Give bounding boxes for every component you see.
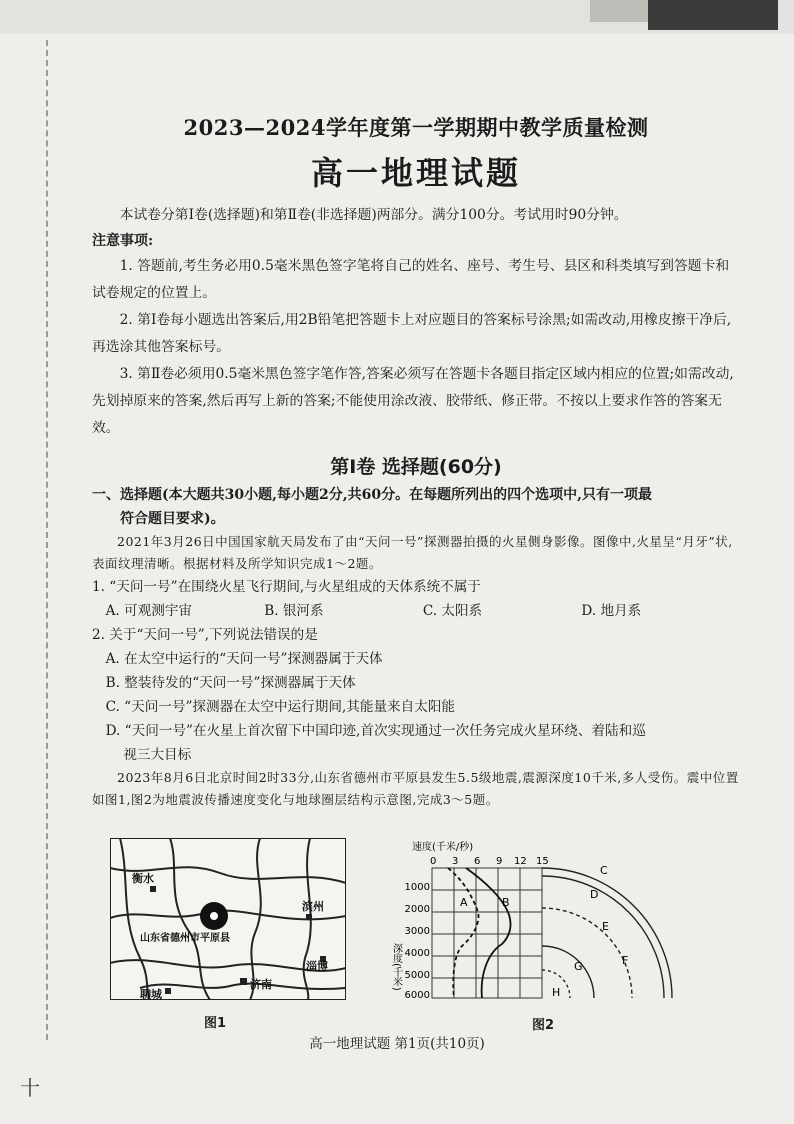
y-tick-1000: 1000 — [404, 882, 430, 893]
q2-option-c: C. “天问一号”探测器在太空中运行期间,其能量来自太阳能 — [105, 699, 456, 715]
layer-label-c: C — [600, 864, 608, 877]
margin-mark: 十 — [20, 1076, 40, 1100]
scan-shadow-light — [590, 0, 648, 22]
layer-label-f: F — [622, 954, 629, 967]
layer-label-g: G — [574, 960, 583, 973]
exam-page — [92, 112, 740, 811]
epicenter-marker — [200, 902, 228, 930]
q1-option-c: C. 太阳系 — [422, 603, 483, 619]
question-1-stem: 1. “天问一号”在围绕火星飞行期间,与火星组成的天体系统不属于 — [92, 579, 481, 595]
curve-label-a: A — [460, 896, 468, 909]
section-instructions — [92, 483, 740, 531]
section-title: 第Ⅰ卷 选择题(60分) — [330, 456, 502, 478]
x-tick-6: 6 — [474, 856, 481, 867]
question-1-options — [92, 599, 740, 623]
label-zibo: 淄博 — [306, 960, 328, 973]
curve-label-b: B — [502, 896, 510, 909]
y-tick-2000: 2000 — [404, 904, 430, 915]
note-1: 1. 答题前,考生务必用0.5毫米黑色签字笔将自己的姓名、座号、考生号、县区和科类填写到答题卡和试卷规定的位置上。 — [92, 258, 730, 301]
note-2: 2. 第Ⅰ卷每小题选出答案后,用2B铅笔把答题卡上对应题目的答案标号涂黑;如需改动,用橡皮擦干净后,再选涂其他答案标号。 — [92, 312, 732, 355]
intro-line: 本试卷分第Ⅰ卷(选择题)和第Ⅱ卷(非选择题)两部分。满分100分。考试用时90分钟。 — [119, 207, 628, 223]
material-2: 2023年8月6日北京时间2时33分,山东省德州市平原县发生5.5级地震,震源深度10千米,多人受伤。震中位置如图1,图2为地震波传播速度变化与地球圈层结构示意图,完成3～5题。 — [92, 770, 739, 807]
grid — [432, 868, 542, 998]
y-tick-4000: 4000 — [404, 948, 430, 959]
y-tick-6000: 6000 — [404, 990, 430, 1001]
x-tick-3: 3 — [452, 856, 459, 867]
label-jinan: 济南 — [250, 978, 272, 991]
x-tick-15: 15 — [536, 856, 549, 867]
x-tick-9: 9 — [496, 856, 503, 867]
layer-label-d: D — [590, 888, 599, 901]
q2-option-b: B. 整装待发的“天问一号”探测器属于天体 — [105, 675, 356, 691]
scan-shadow-dark — [648, 0, 778, 30]
x-tick-12: 12 — [514, 856, 527, 867]
page-footer: 高一地理试题 第1页(共10页) — [309, 1036, 485, 1052]
subject-title: 高一地理试题 — [310, 154, 521, 192]
y-tick-5000: 5000 — [404, 970, 430, 981]
y-tick-3000: 3000 — [404, 926, 430, 937]
binding-line — [46, 40, 50, 1040]
q1-option-b: B. 银河系 — [264, 603, 324, 619]
figure-2-caption: 图2 — [532, 1018, 555, 1033]
figure-1-map — [110, 838, 346, 1000]
instructions-line-1: 一、选择题(本大题共30小题,每小题2分,共60分。在每题所列出的四个选项中,只有一项最 — [92, 487, 652, 503]
label-liaocheng: 聊城 — [140, 988, 162, 1000]
notes-label: 注意事项: — [92, 233, 154, 249]
x-tick-0: 0 — [430, 856, 437, 867]
q1-option-d: D. 地月系 — [581, 603, 642, 619]
label-hengshui: 衡水 — [132, 872, 154, 885]
layer-label-h: H — [552, 986, 561, 999]
speed-axis-title: 速度(千米/秒) — [412, 842, 474, 853]
note-3: 3. 第Ⅱ卷必须用0.5毫米黑色签字笔作答,答案必须写在答题卡各题目指定区域内相应的位置;如需改动,先划掉原来的答案,然后再写上新的答案;不能使用涂改液、胶带纸、修正带。不按以上要求作答的答案无效。 — [92, 366, 734, 436]
q2-option-d-cont: 视三大目标 — [123, 747, 192, 763]
instructions-line-2: 符合题目要求)。 — [120, 511, 225, 527]
figure-2-seismic-diagram — [390, 838, 690, 1010]
q1-option-a: A. 可观测宇宙 — [105, 603, 193, 619]
figure-1-caption: 图1 — [204, 1016, 227, 1031]
q2-option-d: D. “天问一号”在火星上首次留下中国印迹,首次实现通过一次任务完成火星环绕、着陆和巡 — [105, 723, 646, 739]
earth-layers — [542, 868, 672, 998]
layer-label-e: E — [602, 920, 609, 933]
material-1: 2021年3月26日中国国家航天局发布了由“天问一号”探测器拍摄的火星侧身影像。图像中,火星呈“月牙”状,表面纹理清晰。根据材料及所学知识完成1～2题。 — [92, 534, 733, 571]
label-pingyuan: 山东省德州市平原县 — [140, 933, 230, 944]
q2-option-a: A. 在太空中运行的“天问一号”探测器属于天体 — [105, 651, 383, 667]
depth-axis-title: 深度(千米) — [390, 943, 402, 991]
question-2-stem: 2. 关于“天问一号”,下列说法错误的是 — [92, 627, 318, 643]
label-binzhou: 滨州 — [302, 900, 324, 913]
exam-title: 2023—2024学年度第一学期期中教学质量检测 — [183, 115, 649, 140]
